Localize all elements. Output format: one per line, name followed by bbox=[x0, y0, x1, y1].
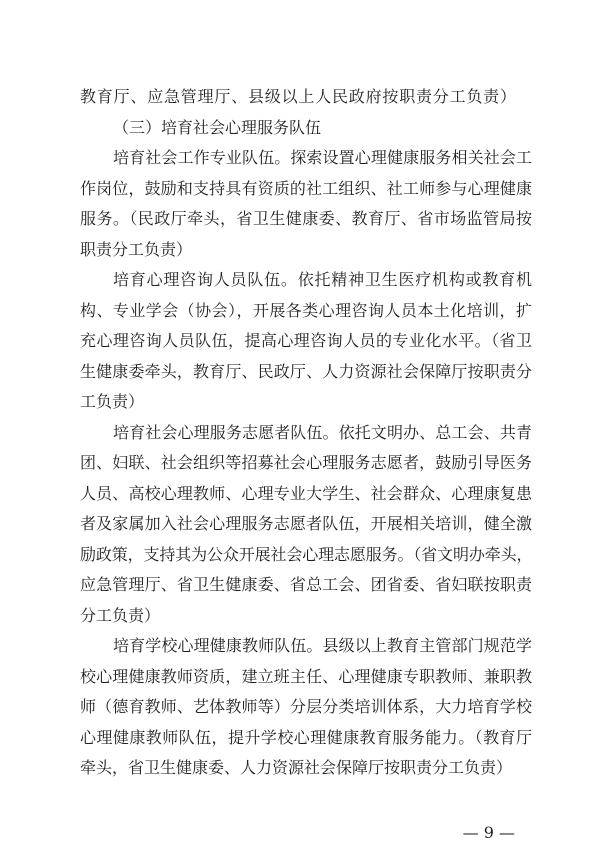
text-line: 培育社会工作专业队伍。探索设置心理健康服务相关社会工 bbox=[113, 148, 532, 167]
page-number: — 9 — bbox=[462, 823, 515, 842]
text-line: 培育学校心理健康教师队伍。县级以上教育主管部门规范学 bbox=[113, 636, 532, 655]
paragraph bbox=[80, 143, 532, 265]
text-line: 分工负责） bbox=[80, 605, 161, 625]
text-line: 团、妇联、社会组织等招募社会心理服务志愿者，鼓励引导医务 bbox=[80, 453, 532, 472]
paragraph bbox=[80, 418, 532, 632]
text-line: 人员、高校心理教师、心理专业大学生、社会群众、心理康复患 bbox=[80, 483, 532, 503]
text-line: 生健康委牵头，教育厅、民政厅、人力资源社会保障厅按职责分 bbox=[80, 361, 532, 381]
paragraph bbox=[80, 631, 532, 784]
body-text bbox=[80, 82, 532, 784]
text-line: 充心理咨询人员队伍，提高心理咨询人员的专业化水平。（省卫 bbox=[80, 331, 532, 350]
text-line: 应急管理厅、省卫生健康委、省总工会、团省委、省妇联按职责 bbox=[80, 575, 532, 594]
text-line: 者及家属加入社会心理服务志愿者队伍，开展相关培训，健全激 bbox=[80, 514, 532, 533]
continuation-line: 教育厅、应急管理厅、县级以上人民政府按职责分工负责） bbox=[80, 87, 516, 106]
text-line: 培育社会心理服务志愿者队伍。依托文明办、总工会、共青 bbox=[113, 422, 532, 442]
text-line: 牵头，省卫生健康委、人力资源社会保障厅按职责分工负责） bbox=[80, 758, 513, 777]
section-heading: （三）培育社会心理服务队伍 bbox=[113, 117, 322, 137]
text-line: 职责分工负责） bbox=[80, 239, 193, 259]
text-line: 工负责） bbox=[80, 392, 145, 411]
text-line: 心理健康教师队伍，提升学校心理健康教育服务能力。（教育厅 bbox=[80, 727, 532, 747]
text-line: 励政策，支持其为公众开展社会心理志愿服务。（省文明办牵头， bbox=[80, 544, 532, 564]
text-line: 服务。（民政厅牵头，省卫生健康委、教育厅、省市场监管局按 bbox=[80, 209, 532, 228]
text-line: 作岗位，鼓励和支持具有资质的社工组织、社工师参与心理健康 bbox=[80, 178, 532, 198]
text-line: 培育心理咨询人员队伍。依托精神卫生医疗机构或教育机 bbox=[113, 270, 532, 289]
text-line: 校心理健康教师资质，建立班主任、心理健康专职教师、兼职教 bbox=[80, 666, 532, 686]
text-line: 构、专业学会（协会），开展各类心理咨询人员本土化培训，扩 bbox=[80, 300, 532, 320]
paragraph bbox=[80, 265, 532, 418]
text-line: 师（德育教师、艺体教师等）分层分类培训体系，大力培育学校 bbox=[80, 697, 532, 716]
